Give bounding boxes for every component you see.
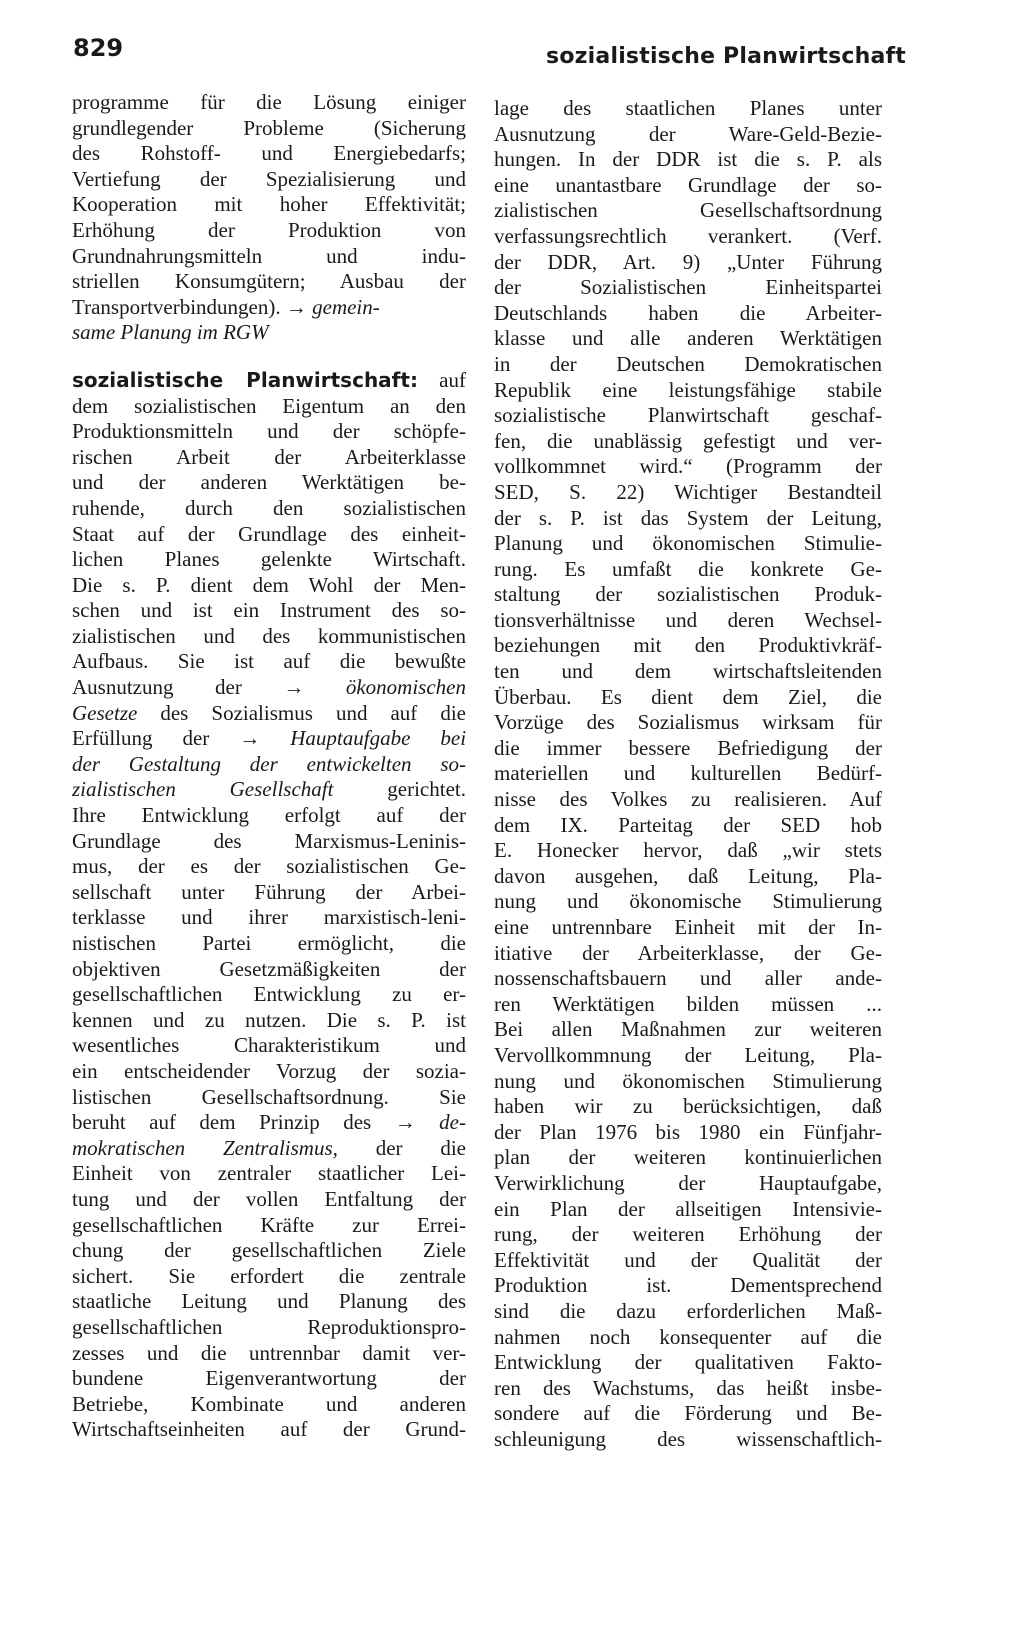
text-line: tung und der vollen Entfaltung der [72,1186,466,1211]
text-line: sichert. Sie erfordert die zentrale [72,1263,466,1288]
text-line: Entwicklung der qualitativen Fakto- [494,1350,882,1375]
text-line: ein entscheidender Vorzug der sozia- [72,1058,466,1083]
text-line: Vorzüge des Sozialismus wirksam für [494,710,882,735]
cross-reference: ökonomischen [345,675,466,700]
text-line: die immer bessere Befriedigung der [494,735,882,760]
cross-reference: der Gestaltung der entwickelten so- [72,751,466,776]
text-line: Einheit von zentraler staatlicher Lei- [72,1161,466,1186]
text-line: nahmen noch konsequenter auf die [494,1324,882,1349]
text-line: striellen Konsumgütern; Ausbau der [72,269,466,294]
left-column [72,90,466,1443]
text-line: gesellschaftlichen Kräfte zur Errei- [72,1212,466,1237]
text-line: der Plan 1976 bis 1980 ein Fünfjahr- [494,1119,882,1144]
text-line: materiellen und kulturellen Bedürf- [494,761,882,786]
cross-reference: same Planung im RGW [72,320,269,345]
text-line [72,1136,466,1162]
text-line: dem sozialistischen Eigentum an den [72,393,466,418]
entry-body-part [72,803,466,1110]
text-line [72,1110,466,1136]
text-line: Bei allen Maßnahmen zur weiteren [494,1017,882,1042]
text-line: hungen. In der DDR ist die s. P. als [494,147,882,172]
text-line: ten und dem wirtschaftsleitenden [494,659,882,684]
text-line: zesses und die untrennbar damit ver- [72,1340,466,1365]
text-line: Vervollkommnung der Leitung, Pla- [494,1042,882,1067]
text-line: der s. P. ist das System der Leitung, [494,505,882,530]
text-run: auf [439,367,466,392]
text-line: schleunigung des wissenschaftlich- [494,1426,882,1451]
text-run: beruht auf dem Prinzip des [72,1110,372,1135]
text-line: itiative der Arbeiterklasse, der Ge- [494,940,882,965]
text-line: terklasse und ihrer marxistisch-leni- [72,905,466,930]
text-line: listischen Gesellschaftsordnung. Sie [72,1084,466,1109]
text-line: programme für die Lösung einiger [72,90,466,114]
text-line: Produktionsmitteln und der schöpfe- [72,419,466,444]
text-line: sozialistische Planwirtschaft geschaf- [494,403,882,428]
text-line: staltung der sozialistischen Produk- [494,582,882,607]
cross-reference-arrow: → [394,1110,416,1135]
text-line: eine untrennbare Einheit mit der In- [494,915,882,939]
entry-body-part [72,1161,466,1443]
text-line: wesentliches Charakteristikum und [72,1033,466,1058]
text-line: tionsverhältnisse und deren Wechsel- [494,607,882,632]
text-line: Wirtschaftseinheiten auf der Grund- [72,1417,466,1442]
text-line: der DDR, Art. 9) „Unter Führung [494,249,882,274]
text-line: haben wir zu berücksichtigen, daß [494,1094,882,1119]
text-line: rung. Es umfaßt die konkrete Ge- [494,556,882,581]
text-line: Aufbaus. Sie ist auf die bewußte [72,649,466,674]
cross-reference-arrow: → [285,294,307,319]
text-line [72,295,466,321]
text-line: eine unantastbare Grundlage der so- [494,172,882,197]
text-line: schen und ist ein Instrument des so- [72,598,466,623]
cross-reference: mokratischen Zentralismus, [72,1135,338,1160]
text-line [72,752,466,778]
text-line: kennen und zu nutzen. Die s. P. ist [72,1007,466,1032]
page-header [73,34,906,74]
text-line: sind die dazu erforderlichen Maß- [494,1298,882,1323]
text-line [72,726,466,752]
text-line: Betriebe, Kombinate und anderen [72,1391,466,1416]
page-number: 829 [73,34,124,62]
text-line: nung und ökonomischen Stimulierung [494,1068,882,1093]
text-line: Vertiefung der Spezialisierung und [72,166,466,191]
text-line: zialistischen Gesellschaftsordnung [494,198,882,223]
text-line: beziehungen mit den Produktivkräf- [494,633,882,658]
entry-headword: sozialistische Planwirtschaft: [72,367,418,392]
text-run: der die [375,1135,466,1160]
text-line: Die s. P. dient dem Wohl der Men- [72,572,466,597]
text-line: nistischen Partei ermöglicht, die [72,931,466,955]
text-line [72,320,466,346]
text-line: vollkommnet wird.“ (Programm der [494,454,882,479]
text-line: Republik eine leistungsfähige stabile [494,377,882,402]
text-run: Erfüllung der [72,726,210,751]
text-line: Produktion ist. Dementsprechend [494,1273,882,1298]
text-line: plan der weiteren kontinuierlichen [494,1145,882,1170]
cross-reference: zialistischen Gesellschaft [72,777,334,802]
text-line: Ausnutzung der Ware-Geld-Bezie- [494,121,882,146]
text-line: Staat auf der Grundlage des einheit- [72,521,466,546]
text-line: gesellschaftlichen Entwicklung zu er- [72,982,466,1007]
text-run: Transportverbindungen). [72,294,281,319]
text-line: E. Honecker hervor, daß „wir stets [494,838,882,863]
text-line: zialistischen und des kommunistischen [72,623,466,648]
text-line: dem IX. Parteitag der SED hob [494,812,882,837]
text-line: mus, der es der sozialistischen Ge- [72,854,466,879]
text-line: verfassungsrechtlich verankert. (Verf. [494,223,882,248]
cross-reference-arrow: → [283,675,305,700]
text-line: nung und ökonomische Stimulierung [494,889,882,914]
text-line: bundene Eigenverantwortung der [72,1366,466,1391]
text-line: gesellschaftlichen Reproduktionspro- [72,1314,466,1339]
text-line: lage des staatlichen Planes unter [494,96,882,120]
text-run: gerichtet. [387,777,466,802]
text-line: Erhöhung der Produktion von [72,217,466,242]
text-line: ein Plan der allseitigen Intensivie- [494,1196,882,1221]
cross-reference: Gesetze [72,700,138,725]
text-line: rung, der weiteren Erhöhung der [494,1222,882,1247]
cross-reference: Hauptaufgabe bei [290,726,466,751]
cross-reference: gemein- [312,294,380,319]
text-line: lichen Planes gelenkte Wirtschaft. [72,547,466,572]
cross-reference-arrow: → [239,726,261,751]
text-line: Grundnahrungsmitteln und indu- [72,243,466,268]
text-line: Kooperation mit hoher Effektivität; [72,192,466,217]
running-head: sozialistische Planwirtschaft [546,44,906,69]
text-line: Deutschlands haben die Arbeiter- [494,300,882,325]
text-line: nossenschaftsbauern und aller ande- [494,966,882,991]
entry-headword-line [72,368,466,394]
cross-reference: de- [439,1110,466,1135]
text-run: Ausnutzung der [72,675,242,700]
text-line: der Sozialistischen Einheitspartei [494,275,882,300]
text-line: objektiven Gesetzmäßigkeiten der [72,956,466,981]
text-line: sellschaft unter Führung der Arbei- [72,879,466,904]
text-line [72,701,466,727]
text-line: Planung und ökonomischen Stimulie- [494,531,882,556]
right-column [494,96,882,1452]
text-line: klasse und alle anderen Werktätigen [494,326,882,351]
text-line: fen, die unablässig gefestigt und ver- [494,428,882,453]
text-line: Verwirklichung der Hauptaufgabe, [494,1170,882,1195]
text-line: ren des Wachstums, das heißt insbe- [494,1375,882,1400]
text-line: ruhende, durch den sozialistischen [72,495,466,520]
text-line: staatliche Leitung und Planung des [72,1289,466,1314]
text-line: rischen Arbeit der Arbeiterklasse [72,444,466,469]
text-line: Effektivität und der Qualität der [494,1247,882,1272]
text-line: davon ausgehen, daß Leitung, Pla- [494,863,882,888]
text-line: des Rohstoff- und Energiebedarfs; [72,141,466,166]
text-line: Grundlage des Marxismus-Leninis- [72,828,466,853]
entry-gap [72,346,466,368]
text-line: Überbau. Es dient dem Ziel, die [494,684,882,709]
text-line: sondere auf die Förderung und Be- [494,1401,882,1426]
entry-body-part [72,394,466,676]
text-line: grundlegender Probleme (Sicherung [72,115,466,140]
text-line: Ihre Entwicklung erfolgt auf der [72,803,466,828]
text-line: chung der gesellschaftlichen Ziele [72,1238,466,1263]
text-line [72,777,466,803]
previous-entry-continuation [72,90,466,295]
text-line: in der Deutschen Demokratischen [494,351,882,376]
text-line: ren Werktätigen bilden müssen ... [494,991,882,1016]
text-line: nisse des Volkes zu realisieren. Auf [494,787,882,812]
text-run: des Sozialismus und auf die [160,700,466,725]
text-line: SED, S. 22) Wichtiger Bestandteil [494,479,882,504]
text-line [72,675,466,701]
text-line: und der anderen Werktätigen be- [72,470,466,495]
